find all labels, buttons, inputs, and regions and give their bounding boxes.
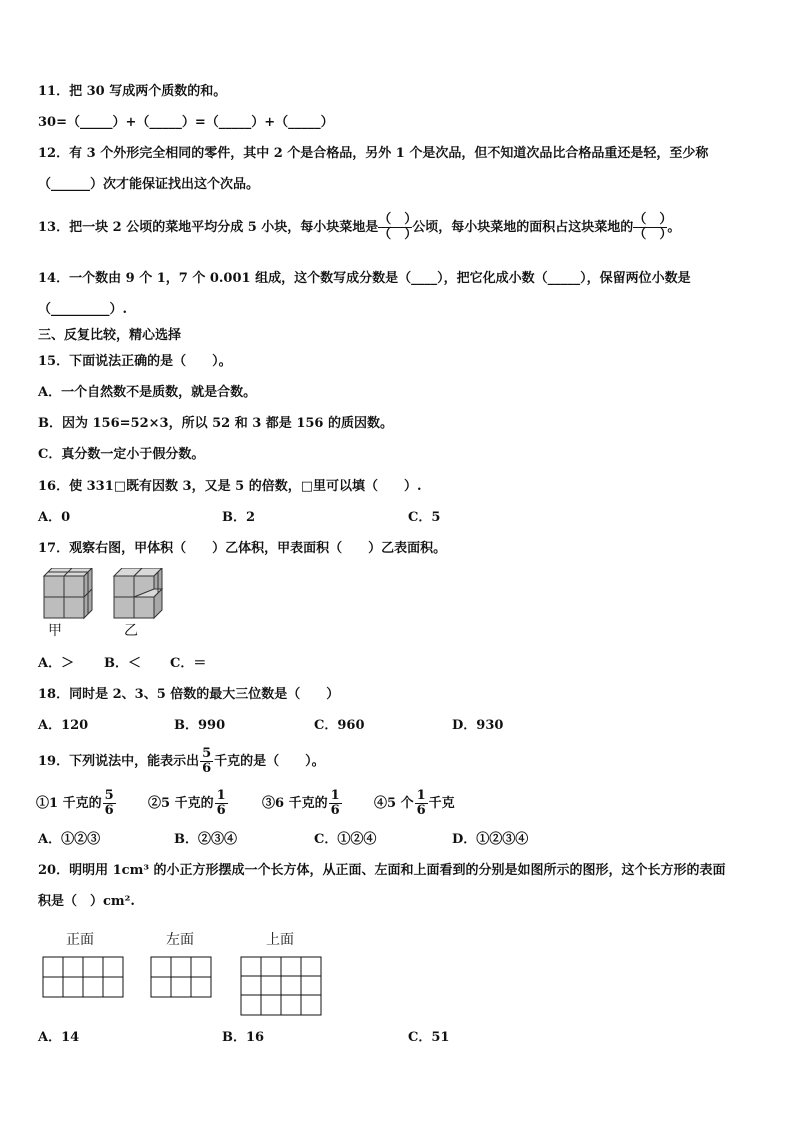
q19-item-4-marker: ④ xyxy=(374,796,388,811)
q19-stem-before: 19．下列说法中，能表示出 xyxy=(38,754,200,769)
q19-stem-frac-den: 6 xyxy=(202,761,212,776)
q19-item-4-suffix: 千克 xyxy=(428,796,455,811)
q13-part2: 公顷，每小块菜地的面积占这块菜地的 xyxy=(412,220,634,235)
q20-option-b: B．16 xyxy=(222,1030,265,1045)
q19-item-1-prefix: 1 千克的 xyxy=(49,796,102,811)
q14-line2: （_________）. xyxy=(38,302,128,317)
q16-option-a: A．0 xyxy=(38,510,71,525)
q19-option-a: A．①②③ xyxy=(38,832,101,847)
q13-part3: 。 xyxy=(667,220,681,235)
q16-stem: 16．使 331□既有因数 3，又是 5 的倍数，□里可以填（ ）. xyxy=(38,479,422,494)
q14-line1: 14．一个数由 9 个 1，7 个 0.001 组成，这个数写成分数是（____），把它化成小数（_____），保留两位小数是 xyxy=(38,271,691,286)
q19-item-3-num: 1 xyxy=(330,788,340,803)
q18-stem: 18．同时是 2、3、5 倍数的最大三位数是（ ） xyxy=(38,687,340,702)
figure-label-yi: 乙 xyxy=(124,623,138,639)
q13-fraction-blank-1 xyxy=(378,212,418,242)
q13-frac2-den: （ ） xyxy=(633,227,673,242)
view-grid-front xyxy=(42,956,124,998)
view-label-front: 正面 xyxy=(66,932,94,948)
q15-option-b: B．因为 156=52×3，所以 52 和 3 都是 156 的质因数。 xyxy=(38,416,393,431)
q19-item-2 xyxy=(148,788,229,820)
q19-item-2-fraction xyxy=(215,789,228,818)
q19-stem-after: 千克的是（ ）。 xyxy=(214,754,325,769)
q19-item-1-num: 5 xyxy=(104,788,114,803)
q15-stem: 15．下面说法正确的是（ ）。 xyxy=(38,354,232,369)
q17-option-c: C．＝ xyxy=(170,656,207,671)
q13-fraction-blank-2 xyxy=(633,212,673,242)
q16-option-c: C．5 xyxy=(408,510,441,525)
view-label-left: 左面 xyxy=(166,932,194,948)
q19-item-3-fraction xyxy=(329,789,342,818)
q12-line2: （______）次才能保证找出这个次品。 xyxy=(38,177,260,192)
figure-label-jia: 甲 xyxy=(48,623,62,639)
q13-text xyxy=(38,212,680,244)
q18-option-d: D．930 xyxy=(452,718,504,733)
q20-option-a: A．14 xyxy=(38,1030,80,1045)
q19-item-1-marker: ① xyxy=(36,796,50,811)
q19-item-4-den: 6 xyxy=(416,803,426,818)
q19-item-4-num: 1 xyxy=(416,788,426,803)
q13-part1: 13．把一块 2 公顷的菜地平均分成 5 小块，每小块菜地是 xyxy=(38,220,379,235)
q19-item-4-fraction xyxy=(415,789,428,818)
q19-item-4 xyxy=(374,788,455,820)
q19-item-3-prefix: 6 千克的 xyxy=(275,796,328,811)
view-grid-left xyxy=(150,956,212,998)
q13-frac1-den: （ ） xyxy=(378,227,418,242)
q19-item-3-den: 6 xyxy=(330,803,340,818)
q19-item-3 xyxy=(262,788,343,820)
q19-stem-frac-num: 5 xyxy=(202,746,212,761)
view-grid-top xyxy=(240,956,322,1016)
q19-item-1-fraction xyxy=(103,789,116,818)
q19-item-1 xyxy=(36,788,117,820)
q20-line1: 20．明明用 1cm³ 的小正方形摆成一个长方体，从正面、左面和上面看到的分别是如图所示的图形，这个长方形的表面 xyxy=(38,863,726,878)
q19-stem-fraction xyxy=(200,747,213,776)
q19-item-3-marker: ③ xyxy=(262,796,276,811)
q15-option-c: C．真分数一定小于假分数。 xyxy=(38,447,205,462)
cube-figure-yi xyxy=(110,568,170,624)
q18-option-b: B．990 xyxy=(174,718,226,733)
cube-figure-jia xyxy=(36,568,96,624)
q19-stem xyxy=(38,746,325,778)
q20-line2: 积是（ ）cm². xyxy=(38,894,135,909)
q16-option-b: B．2 xyxy=(222,510,256,525)
q17-option-b: B．＜ xyxy=(104,656,141,671)
q17-stem: 17．观察右图，甲体积（ ）乙体积，甲表面积（ ）乙表面积。 xyxy=(38,541,447,556)
section3-title: 三、反复比较，精心选择 xyxy=(38,328,182,343)
view-label-top: 上面 xyxy=(266,932,294,948)
q11-equation: 30=（_____）+（_____）=（_____）+（_____） xyxy=(38,115,334,130)
q19-item-2-den: 6 xyxy=(216,803,226,818)
q17-option-a: A．＞ xyxy=(38,656,75,671)
q19-item-2-num: 1 xyxy=(216,788,226,803)
q19-option-d: D．①②③④ xyxy=(452,832,529,847)
q19-option-b: B．②③④ xyxy=(174,832,237,847)
q19-item-2-marker: ② xyxy=(148,796,162,811)
q19-item-1-den: 6 xyxy=(104,803,114,818)
q13-frac2-num: （ ） xyxy=(633,212,673,227)
q18-option-c: C．960 xyxy=(314,718,365,733)
q11-stem: 11．把 30 写成两个质数的和。 xyxy=(38,84,227,99)
q15-option-a: A．一个自然数不是质数，就是合数。 xyxy=(38,385,257,400)
q19-option-c: C．①②④ xyxy=(314,832,377,847)
q13-frac1-num: （ ） xyxy=(378,212,418,227)
q19-item-2-prefix: 5 千克的 xyxy=(161,796,214,811)
q20-option-c: C．51 xyxy=(408,1030,450,1045)
q12-line1: 12．有 3 个外形完全相同的零件，其中 2 个是合格品，另外 1 个是次品，但不知道次品比合格品重还是轻，至少称 xyxy=(38,146,709,161)
q19-item-4-prefix: 5 个 xyxy=(387,796,414,811)
q18-option-a: A．120 xyxy=(38,718,89,733)
